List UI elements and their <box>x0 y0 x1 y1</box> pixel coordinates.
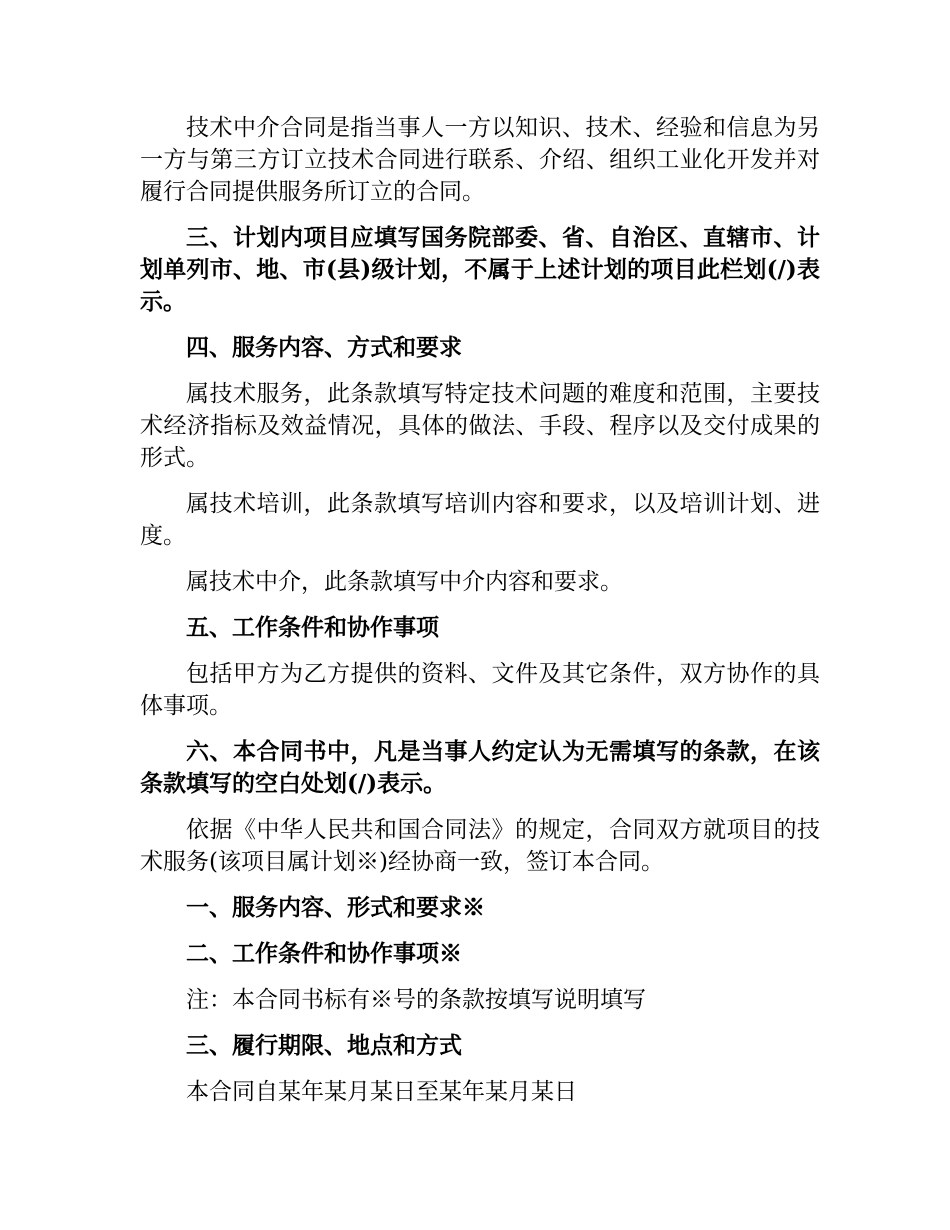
paragraph-tech-service: 属技术服务，此条款填写特定技术问题的难度和范围，主要技术经济指标及效益情况，具体的做法、手段、程序以及交付成果的形式。 <box>140 381 820 471</box>
heading-clause-2-work-conditions: 二、工作条件和协作事项※ <box>186 940 462 967</box>
paragraph-contract-period: 本合同自某年某月某日至某年某月某日 <box>186 1079 577 1105</box>
heading-section-4-service-content: 四、服务内容、方式和要求 <box>186 334 462 361</box>
paragraph-tech-intermediary-definition: 技术中介合同是指当事人一方以知识、技术、经验和信息为另一方与第三方订立技术合同进行联系、介绍、组织工业化开发并对履行合同提供服务所订立的合同。 <box>140 115 820 205</box>
paragraph-contract-basis: 依据《中华人民共和国合同法》的规定，合同双方就项目的技术服务(该项目属计划※)经协商一致，签订本合同。 <box>140 817 820 875</box>
heading-clause-1-service-content: 一、服务内容、形式和要求※ <box>186 894 485 921</box>
document-body <box>140 112 820 1122</box>
heading-section-5-work-conditions: 五、工作条件和协作事项 <box>186 614 439 641</box>
heading-section-6-blank-clauses: 六、本合同书中，凡是当事人约定认为无需填写的条款，在该条款填写的空白处划(/)表示。 <box>140 738 820 797</box>
paragraph-tech-training: 属技术培训，此条款填写培训内容和要求，以及培训计划、进度。 <box>140 491 820 549</box>
paragraph-work-conditions: 包括甲方为乙方提供的资料、文件及其它条件，双方协作的具体事项。 <box>140 661 820 719</box>
heading-clause-3-performance-period: 三、履行期限、地点和方式 <box>186 1032 462 1059</box>
paragraph-tech-intermediary: 属技术中介，此条款填写中介内容和要求。 <box>186 569 623 595</box>
heading-section-3-plan-projects: 三、计划内项目应填写国务院部委、省、自治区、直辖市、计划单列市、地、市(县)级计划，不属于上述计划的项目此栏划(/)表示。 <box>140 224 820 315</box>
paragraph-note: 注：本合同书标有※号的条款按填写说明填写 <box>186 987 646 1013</box>
